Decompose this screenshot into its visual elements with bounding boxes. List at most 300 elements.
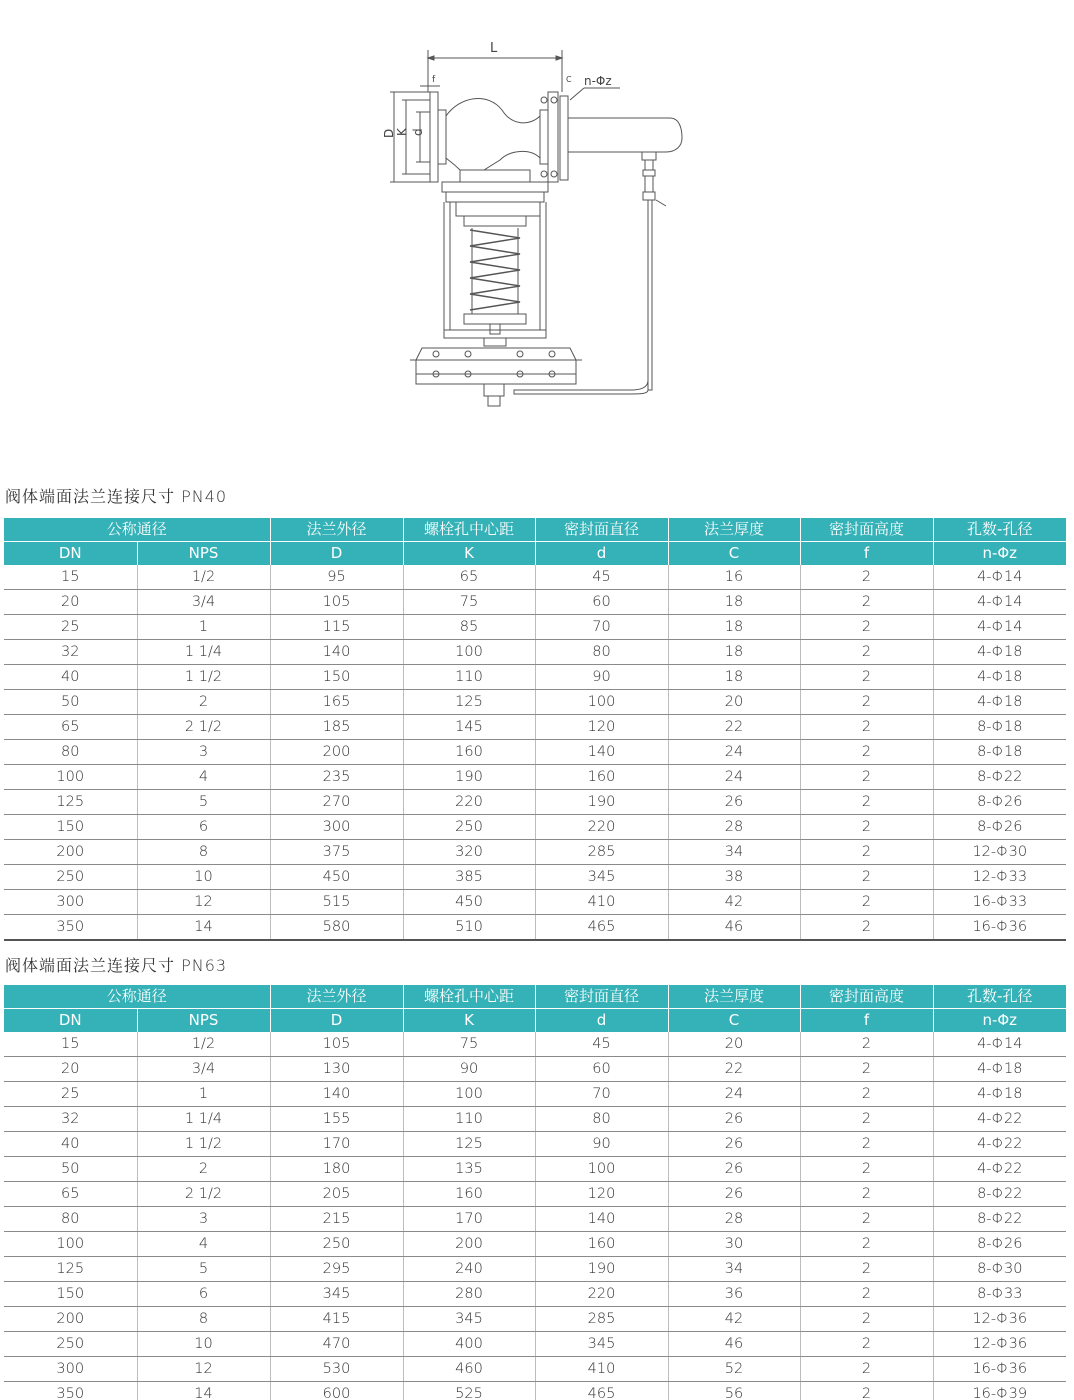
table-cell: 200 [270,740,403,765]
table-cell: 8-Φ22 [933,1182,1066,1207]
table-cell: 1 [137,1082,270,1107]
table-cell: 26 [668,1107,800,1132]
table-cell: 50 [4,690,137,715]
table-cell: 2 [800,1257,933,1282]
table-cell: 285 [535,840,668,865]
header-cell: 孔数-孔径 [933,518,1066,542]
table-cell: 2 [800,1182,933,1207]
table-cell: 28 [668,815,800,840]
table-row [4,740,1066,765]
table-cell: 285 [535,1307,668,1332]
table-cell: 8-Φ22 [933,765,1066,790]
table-cell: 75 [403,1032,535,1057]
table-cell: 2 [800,865,933,890]
table-row [4,1282,1066,1307]
table-cell: 16-Φ39 [933,1382,1066,1400]
table-cell: 300 [270,815,403,840]
table-cell: 4-Φ22 [933,1132,1066,1157]
table-cell: 2 [800,1382,933,1400]
table-cell: 470 [270,1332,403,1357]
table-cell: 385 [403,865,535,890]
table-cell: 235 [270,765,403,790]
table-cell: 100 [4,765,137,790]
header-cell: f [800,1009,933,1033]
table-cell: 3 [137,740,270,765]
table-cell: 410 [535,890,668,915]
table-cell: 2 [137,690,270,715]
table-cell: 200 [4,840,137,865]
table-cell: 2 [800,1232,933,1257]
table-cell: 85 [403,615,535,640]
table-cell: 26 [668,790,800,815]
table-cell: 80 [535,640,668,665]
table-cell: 5 [137,790,270,815]
table-cell: 18 [668,590,800,615]
table-cell: 45 [535,565,668,590]
table-cell: 2 [800,690,933,715]
table-cell: 120 [535,1182,668,1207]
table-cell: 145 [403,715,535,740]
table-cell: 525 [403,1382,535,1400]
table-cell: 110 [403,1107,535,1132]
header-cell: DN [4,542,137,566]
table-cell: 5 [137,1257,270,1282]
table-cell: 2 [137,1157,270,1182]
table-cell: 2 [800,740,933,765]
header-cell: 法兰外径 [270,985,403,1009]
table-cell: 25 [4,615,137,640]
table-cell: 150 [4,1282,137,1307]
table-row [4,590,1066,615]
header-cell: D [270,1009,403,1033]
table-cell: 8 [137,840,270,865]
header-cell: f [800,542,933,566]
table-cell: 36 [668,1282,800,1307]
table-cell: 4-Φ18 [933,1057,1066,1082]
label-f: f [432,75,436,85]
label-nphiz: n-Φz [584,74,612,88]
table-cell: 250 [270,1232,403,1257]
table-cell: 450 [403,890,535,915]
table-cell: 2 [800,640,933,665]
table-cell: 125 [403,1132,535,1157]
table-cell: 180 [270,1157,403,1182]
header-cell: d [535,542,668,566]
table-cell: 1 1/4 [137,1107,270,1132]
table-cell: 4-Φ18 [933,665,1066,690]
table-cell: 170 [270,1132,403,1157]
table-cell: 600 [270,1382,403,1400]
table-cell: 90 [535,1132,668,1157]
table-cell: 160 [403,1182,535,1207]
table-cell: 8-Φ18 [933,740,1066,765]
table-cell: 345 [535,865,668,890]
table-cell: 16-Φ36 [933,915,1066,941]
table-cell: 140 [270,1082,403,1107]
table-row [4,1182,1066,1207]
table-cell: 2 [800,765,933,790]
table-cell: 24 [668,765,800,790]
header-cell: n-Φz [933,542,1066,566]
table-cell: 580 [270,915,403,941]
table-cell: 12 [137,1357,270,1382]
table-cell: 220 [535,815,668,840]
header-cell: 密封面直径 [535,985,668,1009]
valve-drawing-svg [380,30,700,415]
table-cell: 22 [668,715,800,740]
table-cell: 125 [403,690,535,715]
table-cell: 24 [668,1082,800,1107]
table-cell: 345 [535,1332,668,1357]
table-cell: 250 [4,1332,137,1357]
table-cell: 90 [535,665,668,690]
table-cell: 22 [668,1057,800,1082]
table-row [4,1157,1066,1182]
table-cell: 2 [800,1032,933,1057]
table-cell: 4 [137,1232,270,1257]
table-cell: 2 [800,890,933,915]
table-cell: 1 1/2 [137,665,270,690]
table-cell: 460 [403,1357,535,1382]
table-cell: 1 1/2 [137,1132,270,1157]
table-row [4,615,1066,640]
table-row [4,1132,1066,1157]
table-cell: 2 [800,1207,933,1232]
table-cell: 60 [535,1057,668,1082]
table-cell: 16-Φ36 [933,1357,1066,1382]
label-D: D [382,128,396,138]
table-row [4,1207,1066,1232]
table-cell: 300 [4,890,137,915]
table-cell: 375 [270,840,403,865]
table-row [4,690,1066,715]
table-cell: 2 [800,1057,933,1082]
table-cell: 200 [403,1232,535,1257]
header-cell: 法兰外径 [270,518,403,542]
table-cell: 110 [403,665,535,690]
table-cell: 2 [800,615,933,640]
table-cell: 70 [535,1082,668,1107]
table-cell: 105 [270,1032,403,1057]
table-cell: 10 [137,865,270,890]
table-row [4,640,1066,665]
table-cell: 105 [270,590,403,615]
table-row [4,1257,1066,1282]
table-cell: 350 [4,915,137,941]
table-cell: 1 [137,615,270,640]
flange-table-pn63 [4,985,1066,1400]
table-row [4,715,1066,740]
table-cell: 60 [535,590,668,615]
table-cell: 32 [4,1107,137,1132]
header-cell: 螺栓孔中心距 [403,518,535,542]
table-cell: 4-Φ14 [933,590,1066,615]
table-cell: 65 [4,715,137,740]
table-cell: 2 [800,1082,933,1107]
table-cell: 185 [270,715,403,740]
table-cell: 80 [4,1207,137,1232]
table-row [4,1032,1066,1057]
flange-table-pn40 [4,518,1066,941]
table-cell: 20 [4,590,137,615]
table-cell: 42 [668,1307,800,1332]
table-cell: 125 [4,790,137,815]
header-cell: 法兰厚度 [668,518,800,542]
table-cell: 20 [668,690,800,715]
table-row [4,890,1066,915]
table-cell: 300 [4,1357,137,1382]
table-cell: 2 [800,815,933,840]
table-cell: 100 [403,1082,535,1107]
table-cell: 160 [535,765,668,790]
header-cell: K [403,542,535,566]
table-cell: 4-Φ18 [933,1082,1066,1107]
table-cell: 140 [270,640,403,665]
table-cell: 530 [270,1357,403,1382]
table-cell: 100 [403,640,535,665]
table-cell: 65 [4,1182,137,1207]
table-cell: 410 [535,1357,668,1382]
table-cell: 40 [4,1132,137,1157]
table-row [4,565,1066,590]
table-cell: 2 1/2 [137,715,270,740]
table-cell: 80 [535,1107,668,1132]
table-cell: 215 [270,1207,403,1232]
table-cell: 1/2 [137,565,270,590]
table-cell: 2 [800,1332,933,1357]
table-cell: 465 [535,915,668,941]
table-cell: 250 [403,815,535,840]
table-cell: 345 [403,1307,535,1332]
table-cell: 20 [4,1057,137,1082]
header-cell: NPS [137,542,270,566]
header-cell: K [403,1009,535,1033]
table-cell: 15 [4,565,137,590]
table-cell: 1 1/4 [137,640,270,665]
table-row [4,790,1066,815]
table-cell: 46 [668,1332,800,1357]
table-cell: 6 [137,815,270,840]
table-row [4,1357,1066,1382]
table-cell: 15 [4,1032,137,1057]
label-K: K [395,128,409,136]
table-cell: 6 [137,1282,270,1307]
table-cell: 20 [668,1032,800,1057]
table-cell: 2 [800,1132,933,1157]
header-cell: 法兰厚度 [668,985,800,1009]
label-L: L [490,41,498,56]
header-cell: 孔数-孔径 [933,985,1066,1009]
table-cell: 12 [137,890,270,915]
table-row [4,1332,1066,1357]
table-cell: 155 [270,1107,403,1132]
table-cell: 2 [800,565,933,590]
table-cell: 4-Φ14 [933,565,1066,590]
label-C: C [566,75,572,84]
header-cell: C [668,542,800,566]
table-cell: 26 [668,1182,800,1207]
table-cell: 350 [4,1382,137,1400]
table-row [4,915,1066,941]
table-cell: 295 [270,1257,403,1282]
table-cell: 320 [403,840,535,865]
table-cell: 190 [535,1257,668,1282]
table-cell: 2 [800,1107,933,1132]
table-cell: 12-Φ36 [933,1332,1066,1357]
table-cell: 28 [668,1207,800,1232]
table-cell: 8-Φ30 [933,1257,1066,1282]
table-cell: 2 [800,840,933,865]
table-cell: 42 [668,890,800,915]
table-cell: 120 [535,715,668,740]
table-cell: 2 [800,790,933,815]
table-cell: 465 [535,1382,668,1400]
header-cell: 螺栓孔中心距 [403,985,535,1009]
table-cell: 140 [535,740,668,765]
table-row [4,1382,1066,1400]
table-cell: 150 [4,815,137,840]
header-cell: n-Φz [933,1009,1066,1033]
table-cell: 8-Φ18 [933,715,1066,740]
table-row [4,865,1066,890]
header-cell: 公称通径 [4,518,270,542]
table-cell: 250 [4,865,137,890]
table-cell: 12-Φ36 [933,1307,1066,1332]
table-cell: 70 [535,615,668,640]
table-cell: 12-Φ30 [933,840,1066,865]
table-cell: 50 [4,1157,137,1182]
table-cell: 4-Φ14 [933,615,1066,640]
table-cell: 8 [137,1307,270,1332]
table-cell: 45 [535,1032,668,1057]
table-cell: 240 [403,1257,535,1282]
table-cell: 190 [535,790,668,815]
section-title-pn63: 阀体端面法兰连接尺寸 PN63 [5,956,228,975]
table-cell: 2 [800,1282,933,1307]
header-row-bottom [4,1009,1066,1033]
table-cell: 56 [668,1382,800,1400]
table-cell: 100 [4,1232,137,1257]
table-cell: 4-Φ14 [933,1032,1066,1057]
table-cell: 415 [270,1307,403,1332]
table-row [4,1082,1066,1107]
table-cell: 2 [800,1307,933,1332]
header-cell: d [535,1009,668,1033]
label-d: d [411,128,425,136]
table-cell: 100 [535,1157,668,1182]
table-cell: 3/4 [137,590,270,615]
table-cell: 34 [668,840,800,865]
header-cell: DN [4,1009,137,1033]
table-cell: 8-Φ33 [933,1282,1066,1307]
table-cell: 2 [800,915,933,941]
valve-drawing [380,30,700,415]
header-cell: 密封面直径 [535,518,668,542]
table-cell: 4-Φ18 [933,640,1066,665]
table-cell: 24 [668,740,800,765]
table-cell: 38 [668,865,800,890]
table-cell: 30 [668,1232,800,1257]
table-body [4,1032,1066,1400]
table-cell: 220 [403,790,535,815]
header-row-top [4,985,1066,1009]
table-cell: 3 [137,1207,270,1232]
table-cell: 14 [137,915,270,941]
table-cell: 46 [668,915,800,941]
table-cell: 65 [403,565,535,590]
table-cell: 18 [668,615,800,640]
table-cell: 4 [137,765,270,790]
table-cell: 16 [668,565,800,590]
table-cell: 90 [403,1057,535,1082]
table-cell: 10 [137,1332,270,1357]
table-body [4,565,1066,940]
table-cell: 1/2 [137,1032,270,1057]
header-row-bottom [4,542,1066,566]
table-cell: 450 [270,865,403,890]
header-cell: D [270,542,403,566]
table-cell: 4-Φ18 [933,690,1066,715]
table-row [4,665,1066,690]
table-cell: 34 [668,1257,800,1282]
table-cell: 115 [270,615,403,640]
table-cell: 400 [403,1332,535,1357]
table-cell: 8-Φ26 [933,815,1066,840]
table-row [4,1107,1066,1132]
table-cell: 25 [4,1082,137,1107]
table-cell: 130 [270,1057,403,1082]
table-cell: 16-Φ33 [933,890,1066,915]
table-row [4,1232,1066,1257]
table-cell: 95 [270,565,403,590]
header-cell: 公称通径 [4,985,270,1009]
header-row-top [4,518,1066,542]
table-cell: 8-Φ26 [933,1232,1066,1257]
table-cell: 3/4 [137,1057,270,1082]
table-cell: 270 [270,790,403,815]
table-cell: 8-Φ26 [933,790,1066,815]
table-row [4,1307,1066,1332]
header-cell: 密封面高度 [800,985,933,1009]
table-cell: 515 [270,890,403,915]
table-cell: 40 [4,665,137,690]
table-cell: 100 [535,690,668,715]
table-cell: 18 [668,640,800,665]
header-cell: C [668,1009,800,1033]
table-cell: 2 1/2 [137,1182,270,1207]
table-cell: 2 [800,715,933,740]
table-cell: 125 [4,1257,137,1282]
table-cell: 18 [668,665,800,690]
table-cell: 12-Φ33 [933,865,1066,890]
table-cell: 190 [403,765,535,790]
table-cell: 205 [270,1182,403,1207]
table-row [4,840,1066,865]
header-cell: NPS [137,1009,270,1033]
table-cell: 160 [403,740,535,765]
table-cell: 52 [668,1357,800,1382]
table-cell: 200 [4,1307,137,1332]
table-cell: 280 [403,1282,535,1307]
table-row [4,815,1066,840]
table-cell: 170 [403,1207,535,1232]
table-cell: 8-Φ22 [933,1207,1066,1232]
table-row [4,765,1066,790]
table-cell: 2 [800,1357,933,1382]
header-cell: 密封面高度 [800,518,933,542]
table-cell: 26 [668,1132,800,1157]
table-cell: 160 [535,1232,668,1257]
